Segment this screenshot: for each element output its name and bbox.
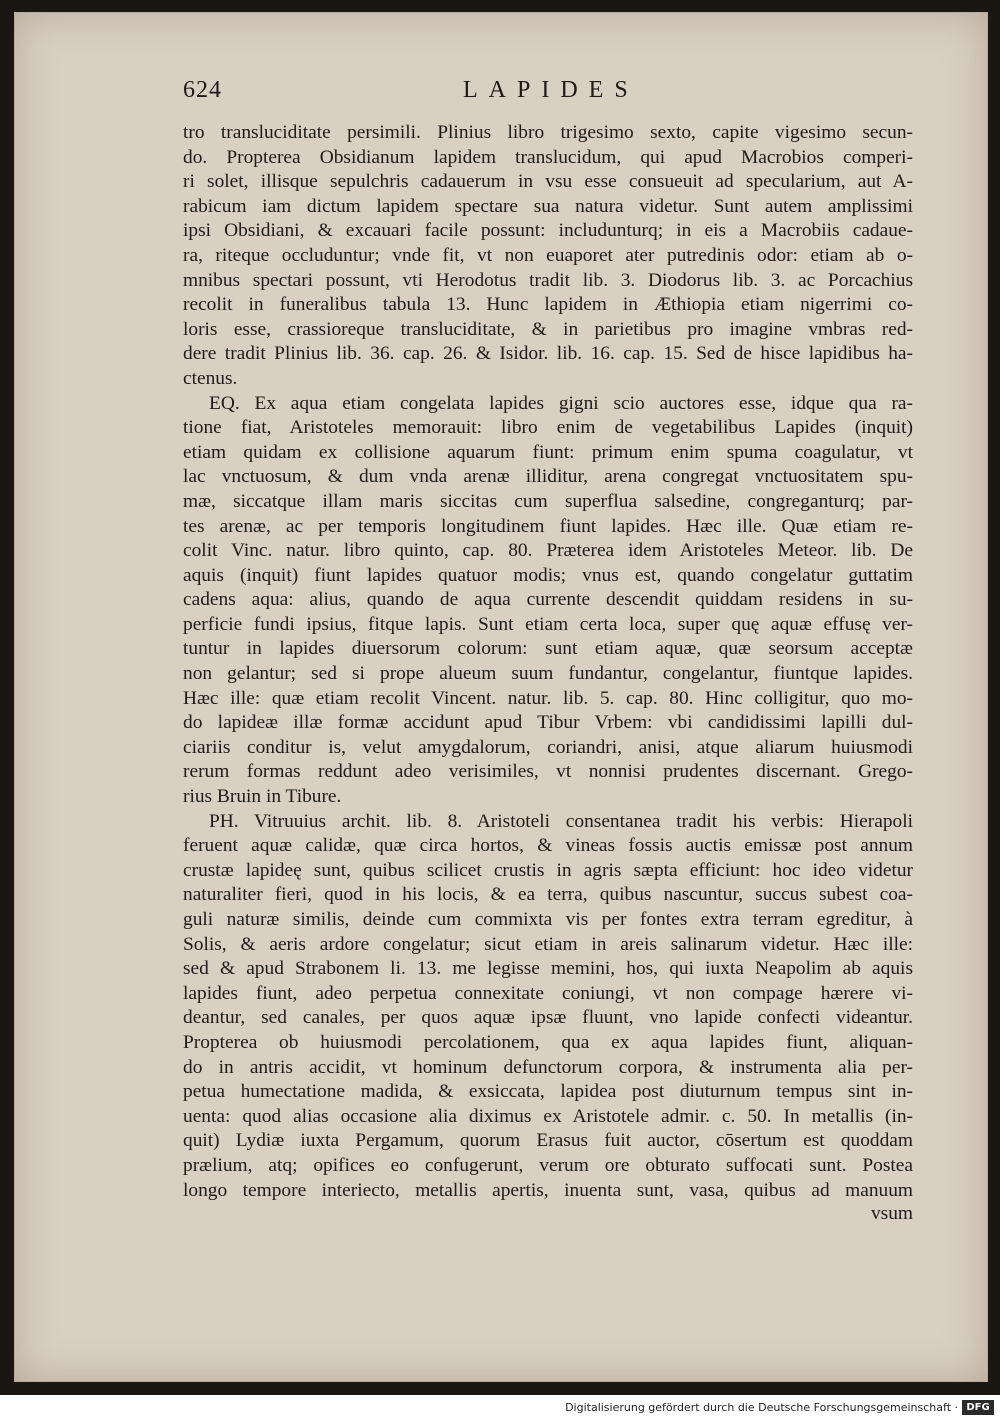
running-head (183, 75, 913, 115)
text-line: loris esse, crassioreque transluciditate, & in parietibus pro imagine vmbras red- (183, 318, 913, 340)
text-line: do in antris accidit, vt hominum defunctorum corpora, & instrumenta alia per- (183, 1056, 913, 1078)
text-line: sed & apud Strabonem li. 13. me legisse memini, hos, qui iuxta Neapolim ab aquis (183, 958, 913, 980)
text-line: ri solet, illisque sepulchris cadauerum in vsu esse consueuit ad specularium, aut A- (183, 171, 913, 193)
text-line: lapides fiunt, adeo perpetua connexitate coniungi, vt non compage hærere vi- (183, 982, 913, 1004)
text-line: tes arenæ, ac per temporis longitudinem fiunt lapides. Hæc ille. Quæ etiam re- (183, 515, 913, 537)
text-line: non gelantur; sed si prope alueum suum fundantur, congelantur, fiuntque lapides. (183, 663, 913, 685)
text-line: prælium, atq; opifices eo confugerunt, verum ore obturato suffocati sunt. Postea (183, 1154, 913, 1176)
footer (0, 1399, 1000, 1419)
text-line: ctenus. (183, 367, 238, 389)
text-line: ra, riteque occluduntur; vnde fit, vt non euaporet ater putredinis odor: etiam ab o- (183, 244, 913, 266)
text-line: deantur, sed canales, per quos aquæ ipsæ fluunt, vno lapide confecti videantur. (183, 1007, 913, 1029)
text-line: crustæ lapideę sunt, quibus scilicet crustis in agris sæpta efficiunt: hoc ideo videtur (183, 859, 913, 881)
text-line: longo tempore interiecto, metallis apertis, inuenta sunt, vasa, quibus ad manuum (183, 1179, 913, 1201)
page-number: 624 (183, 77, 222, 103)
text-line: Solis, & aeris ardore congelatur; sicut etiam in areis salinarum videtur. Hæc ille: (183, 933, 913, 955)
page-content (183, 75, 913, 1228)
text-line: PH. Vitruuius archit. lib. 8. Aristoteli consentanea tradit his verbis: Hierapoli (209, 810, 913, 832)
text-line: cadens aqua: alius, quando de aqua currente descendit quiddam residens in su- (183, 589, 913, 611)
dfg-logo: DFG (962, 1400, 994, 1415)
text-line: guli naturæ similis, deinde cum commixta vis per fontes extra terram egreditur, à (183, 909, 913, 930)
text-line: rerum formas reddunt adeo verisimiles, vt nonnisi prudentes discernant. Grego- (183, 761, 913, 783)
text-line: do lapideæ illæ formæ accidunt apud Tibur Vrbem: vbi candidissimi lapilli dul- (183, 712, 913, 734)
text-line: ciariis conditur is, velut amygdalorum, coriandri, anisi, atque aliarum huiusmodi (183, 736, 913, 758)
text-line: do. Propterea Obsidianum lapidem translucidum, qui apud Macrobios comperi- (183, 146, 913, 168)
text-line: EQ. Ex aqua etiam congelata lapides gigni scio auctores esse, idque qua ra- (209, 392, 913, 414)
digitization-credit: Digitalisierung gefördert durch die Deutsche Forschungsgemeinschaft · (565, 1401, 958, 1414)
text-line: lac vnctuosum, & dum vnda arenæ illiditur, arena congregat vnctuositatem spu- (183, 466, 913, 488)
text-line: petua humectatione madida, & exsiccata, lapidea post diuturnum tempus sint in- (183, 1081, 913, 1103)
text-line: rius Bruin in Tibure. (183, 786, 342, 808)
text-line: mnibus spectari possunt, vti Herodotus tradit lib. 3. Diodorus lib. 3. ac Porcachius (183, 269, 913, 291)
catchword: vsum (870, 1203, 913, 1225)
text-line: etiam quidam ex collisione aquarum fiunt: primum enim spuma coagulatur, vt (183, 441, 913, 463)
book-page (14, 12, 988, 1382)
text-line: feruent aquæ calidæ, quæ circa hortos, & vineas fossis auctis emissæ post annum (183, 835, 913, 857)
text-line: tro transluciditate persimili. Plinius libro trigesimo sexto, capite vigesimo secun- (183, 122, 913, 143)
text-line: naturaliter fieri, quod in his locis, & ea terra, quibus nascuntur, succus subest coa- (183, 884, 913, 906)
text-line: colit Vinc. natur. libro quinto, cap. 80. Præterea idem Aristoteles Meteor. lib. De (183, 540, 913, 562)
text-line: mæ, siccatque illam maris siccitas cum superflua salsedine, congreganturq; par- (183, 490, 913, 512)
text-line: recolit in funeralibus tabula 13. Hunc lapidem in Æthiopia etiam nigerrimi co- (183, 294, 913, 316)
text-line: tuntur in lapides diuersorum colorum: sunt etiam aquæ, quæ seorsum acceptæ (183, 638, 913, 660)
body-text (183, 121, 913, 1203)
text-line: perficie fundi ipsius, fitque lapis. Sunt etiam certa loca, super quę aquæ effusę ver- (183, 613, 913, 635)
text-line: Hæc ille: quæ etiam recolit Vincent. natur. lib. 5. cap. 80. Hinc colligitur, quo mo- (183, 687, 913, 709)
text-line: aquis (inquit) fiunt lapides quatuor modis; vnus est, quando congelatur guttatim (183, 564, 913, 586)
text-line: Propterea ob huiusmodi percolationem, qua ex aqua lapides fiunt, aliquan- (183, 1031, 913, 1053)
text-line: ipsi Obsidiani, & excauari facile possunt: includunturq; in eis a Macrobiis cadaue- (183, 220, 913, 242)
text-line: quit) Lydiæ iuxta Pergamum, quorum Erasus fuit auctor, cōsertum est quoddam (183, 1130, 913, 1152)
text-line: rabicum iam dictum lapidem spectare sua natura videtur. Sunt autem amplissimi (183, 195, 913, 217)
text-line: dere tradit Plinius lib. 36. cap. 26. & Isidor. lib. 16. cap. 15. Sed de hisce lapidibus ha- (183, 343, 913, 365)
text-line: tione fiat, Aristoteles memorauit: libro enim de vegetabilibus Lapides (inquit) (183, 417, 913, 439)
running-title: LAPIDES (463, 77, 639, 103)
text-line: uenta: quod alias occasione alia diximus ex Aristotele admir. c. 50. In metallis (in- (183, 1105, 913, 1127)
